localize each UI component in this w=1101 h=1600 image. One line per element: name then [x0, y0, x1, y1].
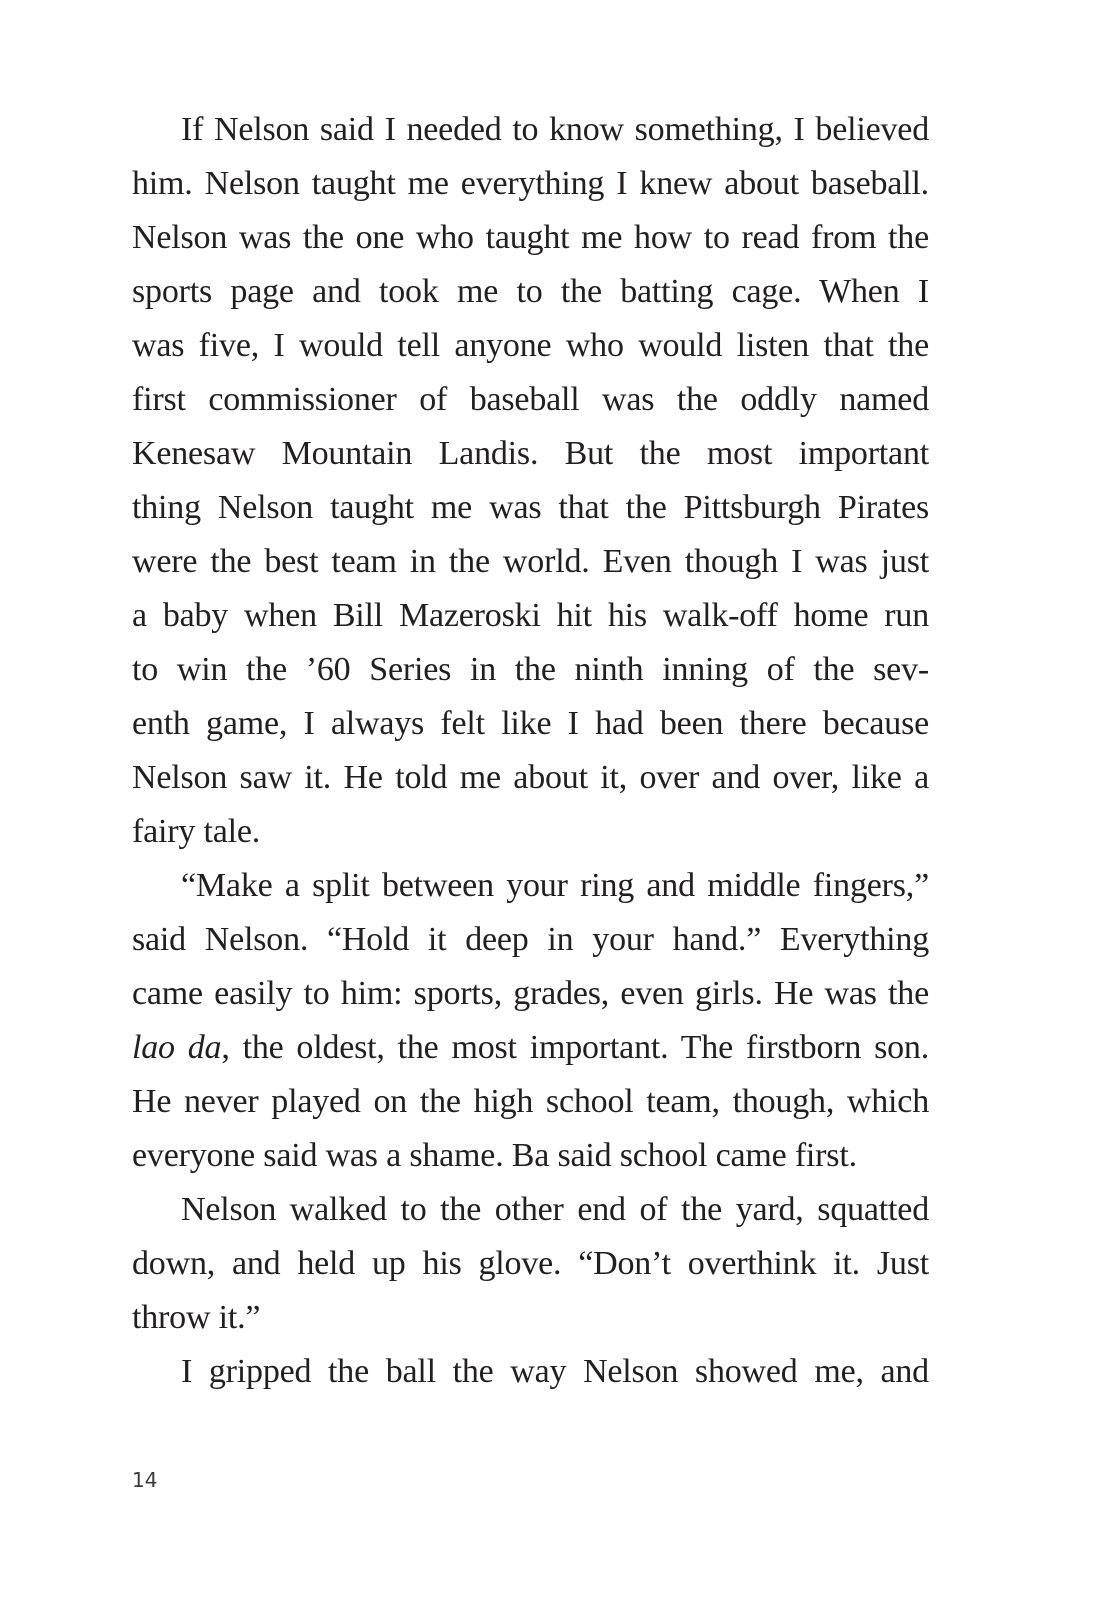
- body-text: [132, 103, 929, 1399]
- text-line-rest: , the oldest, the most important. The firstborn son.: [221, 1029, 929, 1066]
- text-line: I gripped the ball the way Nelson showed me, and: [181, 1353, 929, 1390]
- text-line: throw it.”: [132, 1299, 261, 1336]
- text-line: was five, I would tell anyone who would listen that the: [132, 327, 929, 364]
- text-line: sports page and took me to the batting cage. When I: [132, 273, 929, 310]
- text-line: He never played on the high school team, though, which: [132, 1083, 929, 1120]
- text-line: were the best team in the world. Even though I was just: [132, 543, 929, 580]
- text-line: “Make a split between your ring and middle fingers,”: [181, 867, 929, 904]
- italic-term: lao da: [132, 1029, 222, 1066]
- text-line: came easily to him: sports, grades, even girls. He was the: [132, 975, 929, 1012]
- text-line: thing Nelson taught me was that the Pittsburgh Pirates: [132, 489, 929, 526]
- text-line: to win the ’60 Series in the ninth inning of the sev-: [132, 651, 929, 688]
- text-line: Nelson saw it. He told me about it, over and over, like a: [132, 759, 929, 796]
- text-line: down, and held up his glove. “Don’t overthink it. Just: [132, 1245, 929, 1282]
- text-line: Nelson walked to the other end of the yard, squatted: [181, 1191, 929, 1228]
- text-line: fairy tale.: [132, 813, 261, 850]
- text-line: Nelson was the one who taught me how to read from the: [132, 219, 929, 256]
- text-line: said Nelson. “Hold it deep in your hand.” Everything: [132, 921, 929, 958]
- text-line: first commissioner of baseball was the oddly named: [132, 381, 929, 418]
- text-line: everyone said was a shame. Ba said school came first.: [132, 1137, 857, 1174]
- text-line: enth game, I always felt like I had been there because: [132, 705, 929, 742]
- text-line: Kenesaw Mountain Landis. But the most important: [132, 435, 929, 472]
- text-line: him. Nelson taught me everything I knew about baseball.: [132, 165, 929, 202]
- page-number: 14: [132, 1468, 158, 1492]
- text-line: a baby when Bill Mazeroski hit his walk-off home run: [132, 597, 929, 634]
- text-line-with-italic: [132, 1021, 929, 1075]
- text-line: If Nelson said I needed to know something, I believed: [181, 111, 929, 148]
